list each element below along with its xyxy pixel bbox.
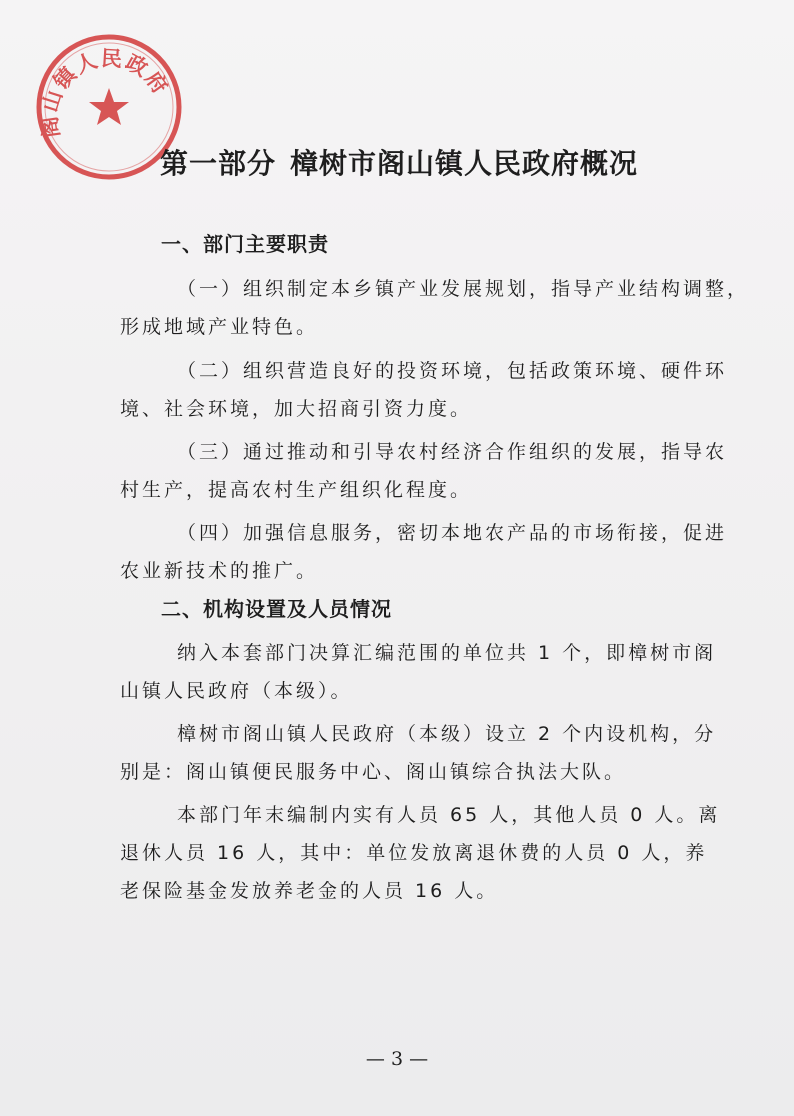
paragraph: （三）通过推动和引导农村经济合作组织的发展，指导农 村生产，提高农村生产组织化程度。 [120,441,728,501]
page-title [160,142,700,182]
paragraph: （一）组织制定本乡镇产业发展规划，指导产业结构调整， 形成地域产业特色。 [120,278,750,338]
paragraph: （二）组织营造良好的投资环境，包括政策环境、硬件环 境、社会环境，加大招商引资力度。 [120,360,728,420]
title-name: 樟树市阁山镇人民政府概况 [290,147,639,180]
paragraph: （四）加强信息服务，密切本地农产品的市场衔接，促进 农业新技术的推广。 [120,522,728,582]
seal-star-icon [89,88,129,125]
paragraph: 纳入本套部门决算汇编范围的单位共 1 个，即樟树市阁 山镇人民政府（本级）。 [120,642,717,702]
paragraph: 樟树市阁山镇人民政府（本级）设立 2 个内设机构，分 别是：阁山镇便民服务中心、阁山镇综合执法大队。 [120,723,717,783]
title-part: 第一部分 [160,147,277,180]
section-heading: 一、部门主要职责 [161,232,329,256]
page-number: — 3 — [365,1048,429,1070]
paragraph: 本部门年末编制内实有人员 65 人，其他人员 0 人。离 退休人员 16 人，其中：单位发放离退休费的人员 0 人，养 老保险基金发放养老金的人员 16 人。 [120,804,721,902]
svg-text:阁山镇人民政府: 阁山镇人民政府 [37,46,174,140]
section-heading: 二、机构设置及人员情况 [161,597,392,621]
